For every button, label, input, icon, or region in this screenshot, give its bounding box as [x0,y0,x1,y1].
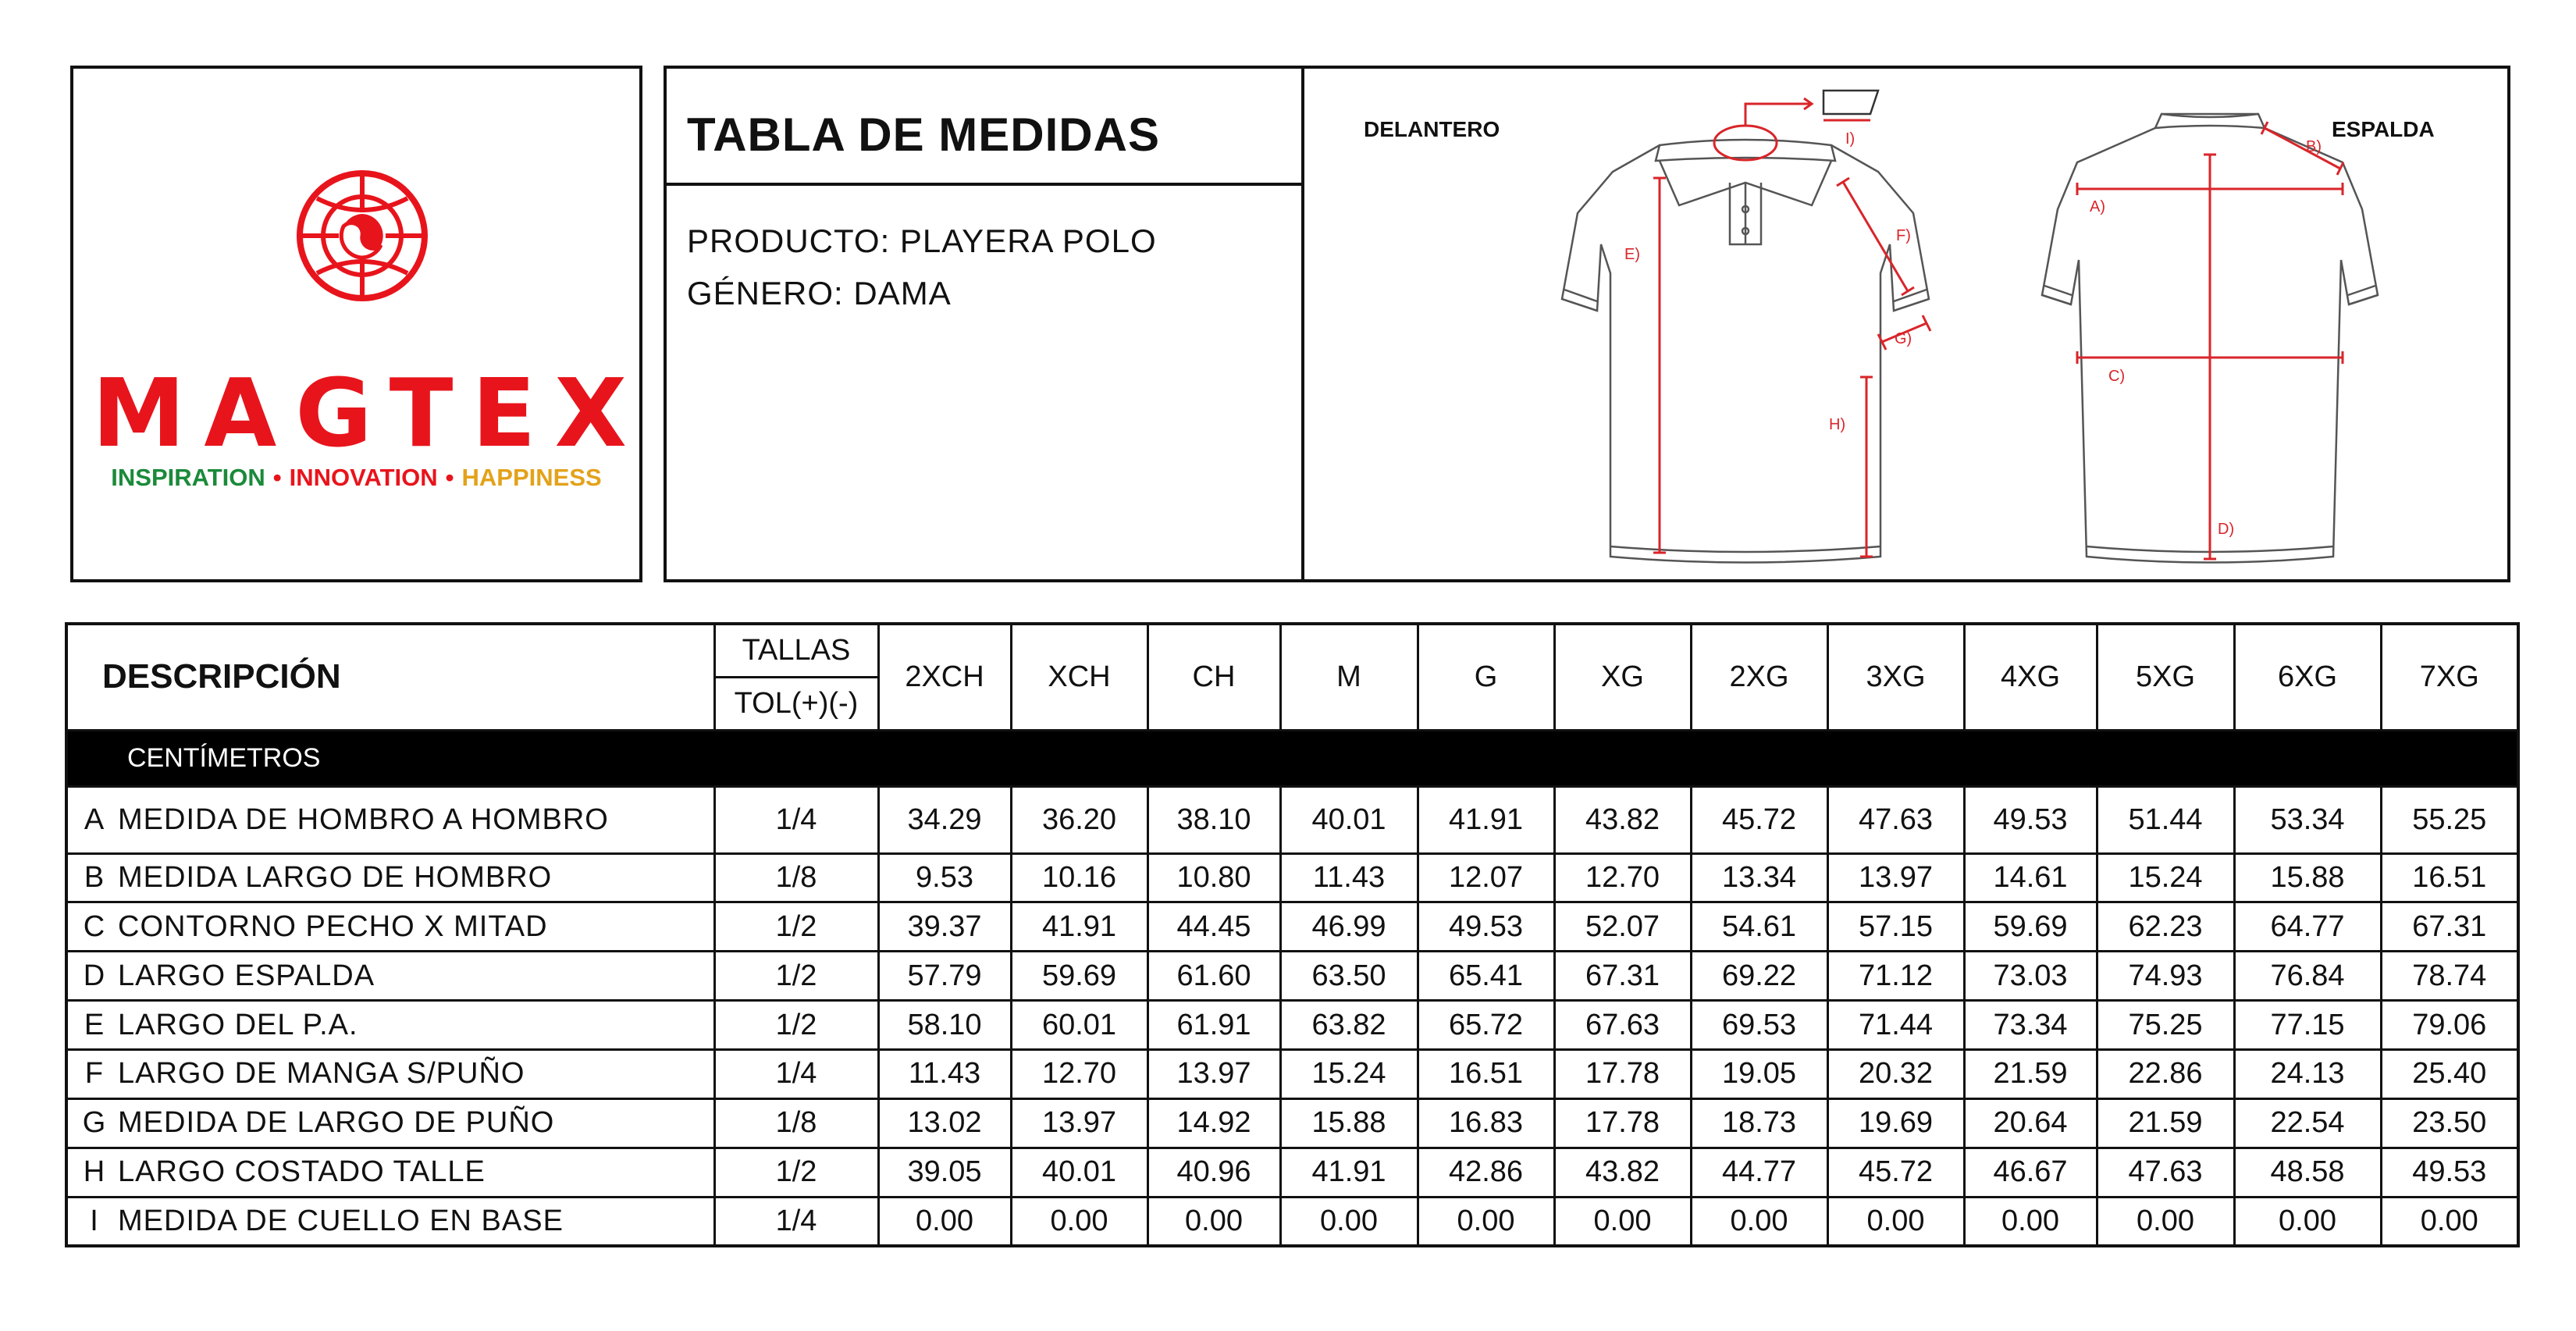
logo-panel [70,66,646,582]
measurement-value: 0.00 [1827,1197,1964,1246]
measurement-value: 45.72 [1827,1148,1964,1197]
measurement-value: 13.97 [1011,1098,1147,1148]
measurement-value: 64.77 [2234,902,2381,952]
measurement-value: 0.00 [878,1197,1011,1246]
measurement-value: 12.07 [1418,853,1554,902]
measurement-value: 65.41 [1418,952,1554,1001]
logo-wordmark: MAGTEX [92,360,646,468]
measurement-value: 19.69 [1827,1098,1964,1148]
measurement-value: 40.01 [1011,1148,1147,1197]
title-divider [667,183,1301,186]
measurement-value: 0.00 [2234,1197,2381,1246]
measurement-value: 61.60 [1147,952,1280,1001]
table-row [66,952,2518,1001]
measurement-value: 13.02 [878,1098,1011,1148]
measurement-value: 40.96 [1147,1148,1280,1197]
measurement-value: 40.01 [1280,787,1418,853]
measurement-value: 41.91 [1280,1148,1418,1197]
measurement-value: 41.91 [1011,902,1147,952]
size-header: 3XG [1827,624,1964,730]
measurement-name: LARGO DEL P.A. [118,1008,358,1041]
measurement-value: 69.22 [1691,952,1827,1001]
measurement-name: CONTORNO PECHO X MITAD [118,909,548,943]
logo-tagline [73,465,639,489]
measurement-value: 54.61 [1691,902,1827,952]
measurement-value: 39.05 [878,1148,1011,1197]
back-measure-lines [2077,122,2343,559]
measurement-value: 9.53 [878,853,1011,902]
measurement-value: 0.00 [2097,1197,2234,1246]
measurement-value: 16.51 [1418,1050,1554,1099]
measurement-value: 0.00 [2381,1197,2518,1246]
measurement-value: 13.97 [1147,1050,1280,1099]
measurement-value: 10.16 [1011,853,1147,902]
measurement-value: 0.00 [1280,1197,1418,1246]
measurement-value: 76.84 [2234,952,2381,1001]
front-polo-drawing [1562,140,1929,563]
header-panel [664,66,2510,582]
marker-h: H) [1829,416,1846,433]
measurement-value: 59.69 [1011,952,1147,1001]
measurement-value: 42.86 [1418,1148,1554,1197]
size-header: G [1418,624,1554,730]
measurement-value: 79.06 [2381,1001,2518,1050]
size-header: XCH [1011,624,1147,730]
sizes-header: TALLAS [714,624,878,677]
measurement-name: LARGO DE MANGA S/PUÑO [118,1057,525,1091]
measurement-value: 15.24 [2097,853,2234,902]
measurement-value: 18.73 [1691,1098,1827,1148]
measurement-value: 39.37 [878,902,1011,952]
measurement-value: 25.40 [2381,1050,2518,1099]
measurement-value: 17.78 [1554,1050,1691,1099]
measurement-value: 14.92 [1147,1098,1280,1148]
measurement-value: 0.00 [1691,1197,1827,1246]
table-row [66,1001,2518,1050]
tolerance-cell: 1/2 [714,1001,878,1050]
measurement-value: 61.91 [1147,1001,1280,1050]
measurement-value: 73.03 [1964,952,2097,1001]
measurement-letter: F [84,1057,105,1091]
measurement-value: 41.91 [1418,787,1554,853]
front-markers [1624,130,1912,433]
size-header: 2XCH [878,624,1011,730]
measurement-value: 23.50 [2381,1098,2518,1148]
measurement-description [66,952,714,1001]
measurement-value: 46.99 [1280,902,1418,952]
measurement-description [66,787,714,853]
description-header: DESCRIPCIÓN [66,624,714,730]
size-header: 2XG [1691,624,1827,730]
tagline-word: INNOVATION [289,464,438,491]
gender-label: GÉNERO: DAMA [687,275,952,311]
measurement-description [66,853,714,902]
measurement-value: 47.63 [2097,1148,2234,1197]
measurement-letter: G [82,1106,107,1140]
measurement-value: 15.88 [2234,853,2381,902]
measurement-value: 12.70 [1554,853,1691,902]
measurement-letter: A [84,803,105,837]
measurement-value: 11.43 [878,1050,1011,1099]
measurement-value: 13.97 [1827,853,1964,902]
measurement-value: 22.86 [2097,1050,2234,1099]
back-markers [2090,138,2322,538]
size-header: XG [1554,624,1691,730]
measurement-value: 51.44 [2097,787,2234,853]
marker-d: D) [2218,521,2235,538]
garment-diagram [1304,69,2510,579]
size-header: M [1280,624,1418,730]
tagline-separator: • [445,464,454,491]
measurement-value: 20.64 [1964,1098,2097,1148]
marker-b: B) [2306,138,2322,155]
measurement-value: 0.00 [1554,1197,1691,1246]
table-row [66,853,2518,902]
measurement-value: 49.53 [2381,1148,2518,1197]
marker-g: G) [1895,330,1912,347]
measurement-value: 19.05 [1691,1050,1827,1099]
collar-measure-icon [1823,91,1878,114]
table-row [66,902,2518,952]
measurement-description [66,902,714,952]
tolerance-cell: 1/2 [714,902,878,952]
measurement-value: 78.74 [2381,952,2518,1001]
measurement-value: 21.59 [1964,1050,2097,1099]
measurement-letter: H [83,1155,106,1189]
measurement-value: 62.23 [2097,902,2234,952]
measurement-description [66,1197,714,1246]
measurement-value: 63.50 [1280,952,1418,1001]
measurement-description [66,1148,714,1197]
table-row [66,1050,2518,1099]
measurement-value: 57.79 [878,952,1011,1001]
front-view-label: DELANTERO [1364,117,1500,141]
tolerance-cell: 1/4 [714,787,878,853]
measurement-value: 49.53 [1418,902,1554,952]
tolerance-cell: 1/2 [714,952,878,1001]
measurement-name: MEDIDA LARGO DE HOMBRO [118,861,553,895]
marker-c: C) [2108,368,2126,385]
measurement-value: 58.10 [878,1001,1011,1050]
measurement-value: 13.34 [1691,853,1827,902]
measurement-value: 73.34 [1964,1001,2097,1050]
size-header: CH [1147,624,1280,730]
back-view-label: ESPALDA [2332,117,2435,141]
measurement-value: 46.67 [1964,1148,2097,1197]
measurement-name: MEDIDA DE CUELLO EN BASE [118,1204,564,1237]
measurement-name: LARGO COSTADO TALLE [118,1155,486,1189]
measurement-name: MEDIDA DE HOMBRO A HOMBRO [118,803,609,837]
measurement-value: 67.63 [1554,1001,1691,1050]
table-row [66,787,2518,853]
size-header: 4XG [1964,624,2097,730]
measurement-description [66,1001,714,1050]
measurement-value: 15.24 [1280,1050,1418,1099]
measurement-value: 65.72 [1418,1001,1554,1050]
tolerance-header: TOL(+)(-) [714,677,878,730]
measurement-letter: B [84,861,105,895]
measurement-value: 69.53 [1691,1001,1827,1050]
measurement-value: 77.15 [2234,1001,2381,1050]
front-measure-lines [1653,98,1930,557]
measurement-value: 55.25 [2381,787,2518,853]
marker-a: A) [2090,198,2105,215]
measurement-value: 75.25 [2097,1001,2234,1050]
tolerance-cell: 1/8 [714,853,878,902]
tagline-separator: • [272,464,282,491]
measurement-description [66,1098,714,1148]
measurement-value: 74.93 [2097,952,2234,1001]
measurement-value: 0.00 [1147,1197,1280,1246]
tolerance-cell: 1/4 [714,1050,878,1099]
measurement-value: 47.63 [1827,787,1964,853]
tagline-word: INSPIRATION [111,464,265,491]
tolerance-cell: 1/8 [714,1098,878,1148]
measurement-value: 17.78 [1554,1098,1691,1148]
measurement-letter: E [84,1008,105,1041]
measurement-value: 22.54 [2234,1098,2381,1148]
measurement-value: 43.82 [1554,1148,1691,1197]
measurement-value: 44.45 [1147,902,1280,952]
measurement-value: 67.31 [2381,902,2518,952]
measurement-value: 44.77 [1691,1148,1827,1197]
table-row [66,1148,2518,1197]
measurement-value: 67.31 [1554,952,1691,1001]
measurement-letter: D [83,959,106,992]
product-label: PRODUCTO: PLAYERA POLO [687,222,1157,259]
measurement-value: 12.70 [1011,1050,1147,1099]
measurement-value: 71.44 [1827,1001,1964,1050]
measurement-value: 20.32 [1827,1050,1964,1099]
measurement-value: 24.13 [2234,1050,2381,1099]
measurement-value: 38.10 [1147,787,1280,853]
measurement-value: 57.15 [1827,902,1964,952]
size-header: 5XG [2097,624,2234,730]
marker-e: E) [1624,246,1640,263]
measurement-value: 43.82 [1554,787,1691,853]
measurement-value: 36.20 [1011,787,1147,853]
size-header: 7XG [2381,624,2518,730]
measurement-value: 60.01 [1011,1001,1147,1050]
measurement-value: 53.34 [2234,787,2381,853]
measurement-value: 10.80 [1147,853,1280,902]
page-title: TABLA DE MEDIDAS [687,109,1160,161]
tolerance-cell: 1/2 [714,1148,878,1197]
measurement-value: 63.82 [1280,1001,1418,1050]
measurement-value: 71.12 [1827,952,1964,1001]
size-table [65,622,2520,1247]
measurement-description [66,1050,714,1099]
tolerance-cell: 1/4 [714,1197,878,1246]
measurement-value: 59.69 [1964,902,2097,952]
marker-i: I) [1845,130,1856,148]
measurement-value: 14.61 [1964,853,2097,902]
measurement-value: 21.59 [2097,1098,2234,1148]
measurement-value: 49.53 [1964,787,2097,853]
table-row [66,1197,2518,1246]
measurement-value: 34.29 [878,787,1011,853]
globe-swirl-icon [294,167,431,304]
measurement-name: MEDIDA DE LARGO DE PUÑO [118,1106,555,1140]
tagline-word: HAPPINESS [461,464,602,491]
measurement-value: 48.58 [2234,1148,2381,1197]
measurement-value: 16.83 [1418,1098,1554,1148]
measurement-value: 45.72 [1691,787,1827,853]
size-header: 6XG [2234,624,2381,730]
units-label: CENTÍMETROS [66,730,2518,787]
measurement-value: 11.43 [1280,853,1418,902]
measurement-value: 16.51 [2381,853,2518,902]
table-row [66,1098,2518,1148]
measurement-letter: I [90,1204,99,1237]
measurement-value: 15.88 [1280,1098,1418,1148]
marker-f: F) [1896,227,1911,244]
measurement-letter: C [83,909,106,943]
measurement-value: 0.00 [1418,1197,1554,1246]
measurement-value: 0.00 [1011,1197,1147,1246]
measurement-value: 0.00 [1964,1197,2097,1246]
measurement-name: LARGO ESPALDA [118,959,375,992]
measurement-value: 52.07 [1554,902,1691,952]
